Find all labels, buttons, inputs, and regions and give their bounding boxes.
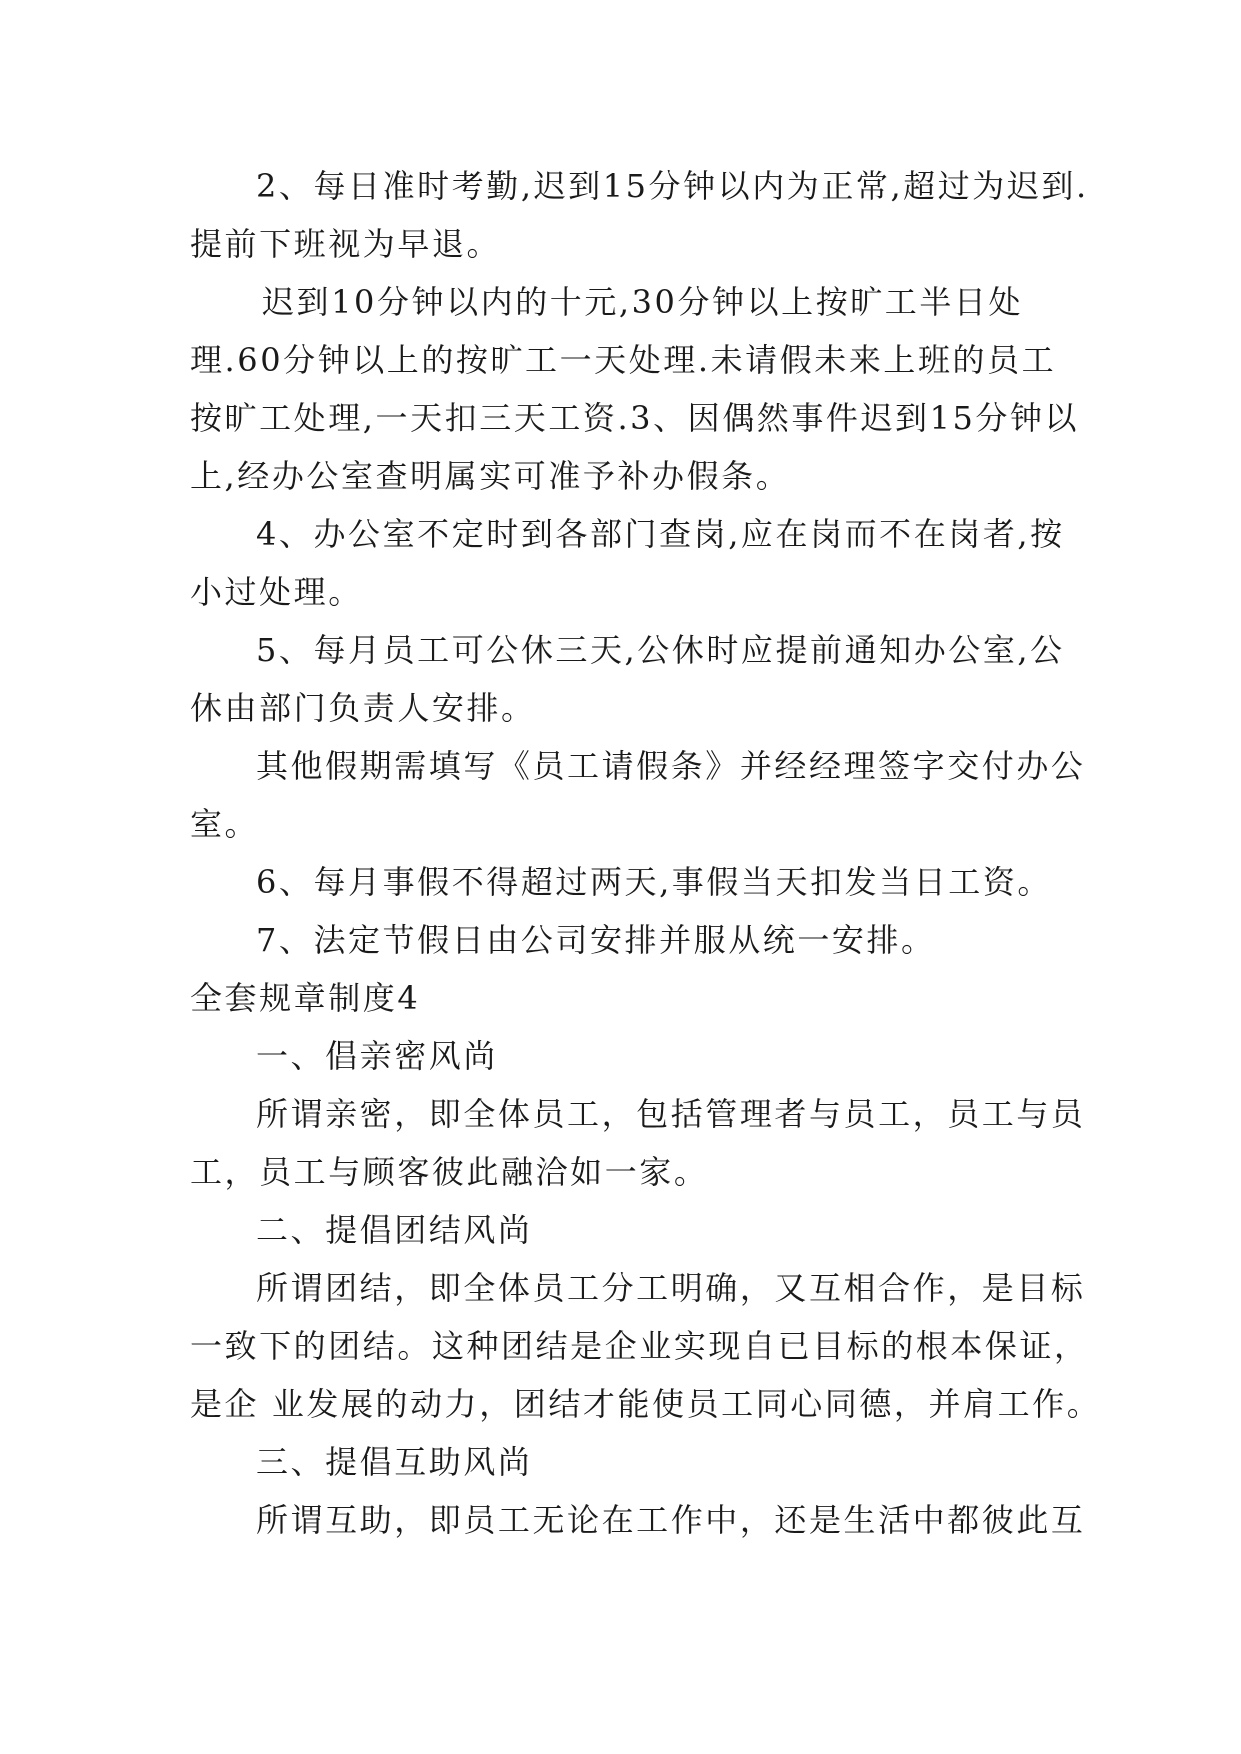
section-heading: 全套规章制度4: [190, 979, 421, 1017]
paragraph-line: 其他假期需填写《员工请假条》并经经理签字交付办公: [256, 747, 1086, 785]
paragraph-line: 所谓互助，即员工无论在工作中，还是生活中都彼此互: [256, 1501, 1086, 1539]
paragraph-line: 4、办公室不定时到各部门查岗,应在岗而不在岗者,按: [256, 515, 1065, 553]
paragraph-line: 一致下的团结。这种团结是企业实现自已目标的根本保证，: [190, 1327, 1089, 1365]
paragraph-line: 所谓团结，即全体员工分工明确，又互相合作，是目标: [256, 1269, 1086, 1307]
paragraph-line: 2、每日准时考勤,迟到15分钟以内为正常,超过为迟到.: [256, 167, 1089, 205]
paragraph-line: 上,经办公室查明属实可准予补办假条。: [190, 457, 791, 495]
paragraph-line: 7、法定节假日由公司安排并服从统一安排。: [256, 921, 936, 959]
paragraph-line: 所谓亲密，即全体员工，包括管理者与员工，员工与员: [256, 1095, 1086, 1133]
paragraph-line: 按旷工处理,一天扣三天工资.3、因偶然事件迟到15分钟以: [190, 399, 1080, 437]
paragraph-line: 休由部门负责人安排。: [190, 689, 536, 727]
paragraph-line: 6、每月事假不得超过两天,事假当天扣发当日工资。: [256, 863, 1052, 901]
paragraph-line: 是企 业发展的动力，团结才能使员工同心同德，并肩工作。: [190, 1385, 1102, 1423]
paragraph-line: 理.60分钟以上的按旷工一天处理.未请假未来上班的员工: [190, 341, 1057, 379]
paragraph-line: 小过处理。: [190, 573, 363, 611]
paragraph-line: 提前下班视为早退。: [190, 225, 502, 263]
paragraph-line: 室。: [190, 805, 260, 843]
paragraph-line: 迟到10分钟以内的十元,30分钟以上按旷工半日处: [262, 283, 1024, 321]
subheading: 三、提倡互助风尚: [256, 1443, 533, 1481]
subheading: 二、提倡团结风尚: [256, 1211, 533, 1249]
paragraph-line: 5、每月员工可公休三天,公休时应提前通知办公室,公: [256, 631, 1065, 669]
paragraph-line: 工，员工与顾客彼此融洽如一家。: [190, 1153, 709, 1191]
subheading: 一、倡亲密风尚: [256, 1037, 498, 1075]
